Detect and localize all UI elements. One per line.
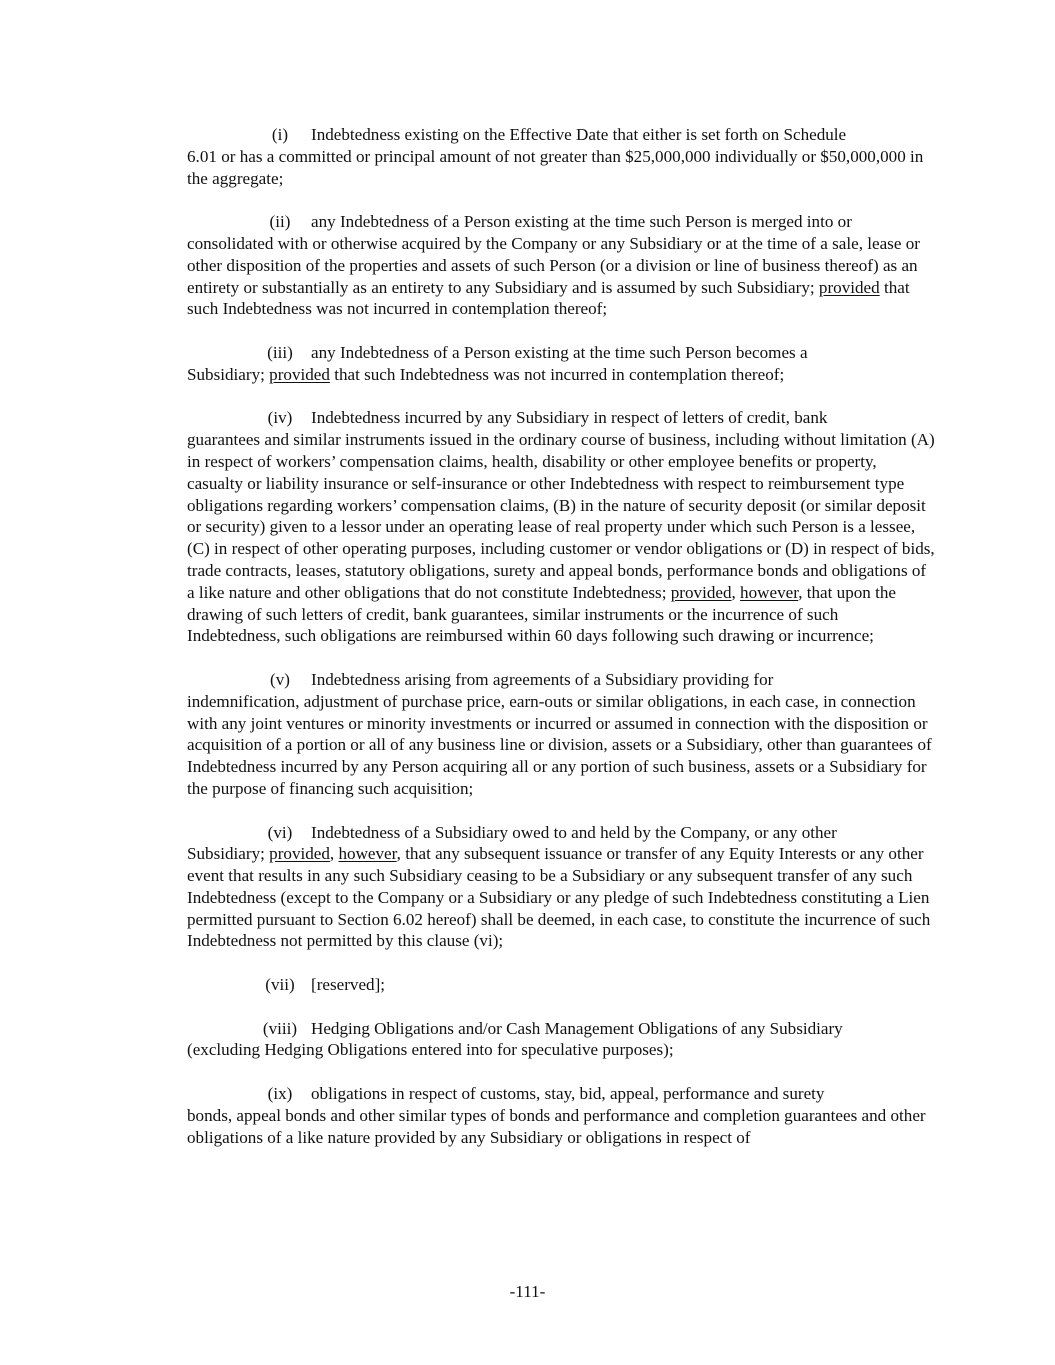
clause-ii (187, 211, 935, 320)
clause-lead: any Indebtedness of a Person existing at the time such Person is merged into or (311, 212, 852, 232)
clause-number: (vi) (267, 822, 293, 842)
clause-number: (v) (270, 669, 290, 689)
clause-text: consolidated with or otherwise acquired by the Company or any Subsidiary or at the time of a sale, lease or other disposition of the properties and assets of such Person (or a division or line of business thereof) as an entirety or substantially as an entirety to any Subsidiary and is assumed by such Subsidiary; (187, 233, 920, 297)
clause-i (187, 124, 935, 189)
term-separator: , (329, 844, 339, 864)
clause-lead: Indebtedness existing on the Effective Date that either is set forth on Schedule (311, 125, 847, 144)
clause-text: guarantees and similar instruments issued in the ordinary course of business, including without limitation (A) in respect of workers’ compensation claims, health, disability or other employee benefits or property, casualty or liability insurance or self-insurance or other Indebtedness with respect to reimbursement type obligations regarding workers’ compensation claims, (B) in the nature of security deposit (or similar deposit or security) given to a lessor under an operating lease of real property under which such Person is a lessee, (C) in respect of other operating purposes, including customer or vendor obligations or (D) in respect of bids, trade contracts, leases, statutory obligations, surety and appeal bonds, performance bonds and obligations of a like nature and other obligations that do not constitute Indebtedness; (187, 430, 935, 602)
clause-number: (iv) (267, 408, 293, 428)
clause-lead: Indebtedness incurred by any Subsidiary in respect of letters of credit, bank (311, 408, 828, 428)
clause-lead: Indebtedness arising from agreements of a Subsidiary providing for (311, 669, 774, 689)
clause-text: 6.01 or has a committed or principal amount of not greater than $25,000,000 individually or $50,000,000 in the aggregate; (187, 146, 924, 188)
clause-text: (excluding Hedging Obligations entered into for speculative purposes); (187, 1040, 674, 1060)
clause-number: (ix) (267, 1084, 293, 1104)
clause-number: (iii) (267, 342, 293, 362)
clause-text-end: that such Indebtedness was not incurred in contemplation thereof; (187, 277, 910, 319)
term-separator: , (731, 582, 741, 602)
clause-text: bonds, appeal bonds and other similar types of bonds and performance and completion guarantees and other obligations of a like nature provided by any Subsidiary or obligations in respect of (187, 1105, 926, 1147)
clause-lead: [reserved]; (311, 975, 386, 995)
clause-lead: Hedging Obligations and/or Cash Management Obligations of any Subsidiary (311, 1018, 843, 1038)
clause-iv (187, 407, 935, 647)
provided-term: provided (670, 582, 732, 602)
clause-number: (ii) (269, 212, 291, 232)
clause-vi (187, 822, 935, 953)
clause-number: (i) (271, 125, 289, 144)
clause-lead: obligations in respect of customs, stay, bid, appeal, performance and surety (311, 1084, 825, 1104)
provided-term: provided (269, 364, 330, 384)
however-term: however (740, 582, 799, 602)
clause-text-end: , that upon the drawing of such letters of credit, bank guarantees, similar instruments or the incurrence of such Indebtedness, such obligations are reimbursed within 60 days following such drawing or incurrence; (187, 582, 897, 646)
clause-text-end: that such Indebtedness was not incurred in contemplation thereof; (329, 364, 785, 384)
clause-text: Subsidiary; (187, 364, 270, 384)
provided-term: provided (269, 844, 330, 864)
clause-text: Subsidiary; (187, 844, 270, 864)
clause-lead: Indebtedness of a Subsidiary owed to and held by the Company, or any other (311, 822, 837, 842)
clause-number: (viii) (262, 1018, 298, 1038)
clause-iii (187, 342, 935, 386)
provided-term: provided (818, 277, 880, 297)
however-term: however (338, 844, 397, 864)
clause-vii (187, 974, 935, 996)
clause-v (187, 669, 935, 800)
clause-viii (187, 1018, 935, 1062)
clause-ix (187, 1083, 935, 1148)
clause-text-end: , that any subsequent issuance or transfer of any Equity Interests or any other event that results in any such Subsidiary ceasing to be a Subsidiary or any subsequent transfer of any such Indebtedness (except to the Company or a Subsidiary or any pledge of such Indebtedness constituting a Lien permitted pursuant to Section 6.02 hereof) shall be deemed, in each case, to constitute the incurrence of such Indebtedness not permitted by this clause (vi); (187, 844, 931, 951)
clause-lead: any Indebtedness of a Person existing at the time such Person becomes a (311, 342, 808, 362)
clause-text: indemnification, adjustment of purchase price, earn-outs or similar obligations, in each case, in connection with any joint ventures or minority investments or incurred or assumed in connection with the disposition or acquisition of a portion or all of any business line or division, assets or a Subsidiary, other than guarantees of Indebtedness incurred by any Person acquiring all or any portion of such business, assets or a Subsidiary for the purpose of financing such acquisition; (187, 691, 932, 798)
document-body (187, 124, 935, 1170)
page-number: -111- (509, 1282, 546, 1301)
clause-number: (vii) (265, 975, 295, 995)
